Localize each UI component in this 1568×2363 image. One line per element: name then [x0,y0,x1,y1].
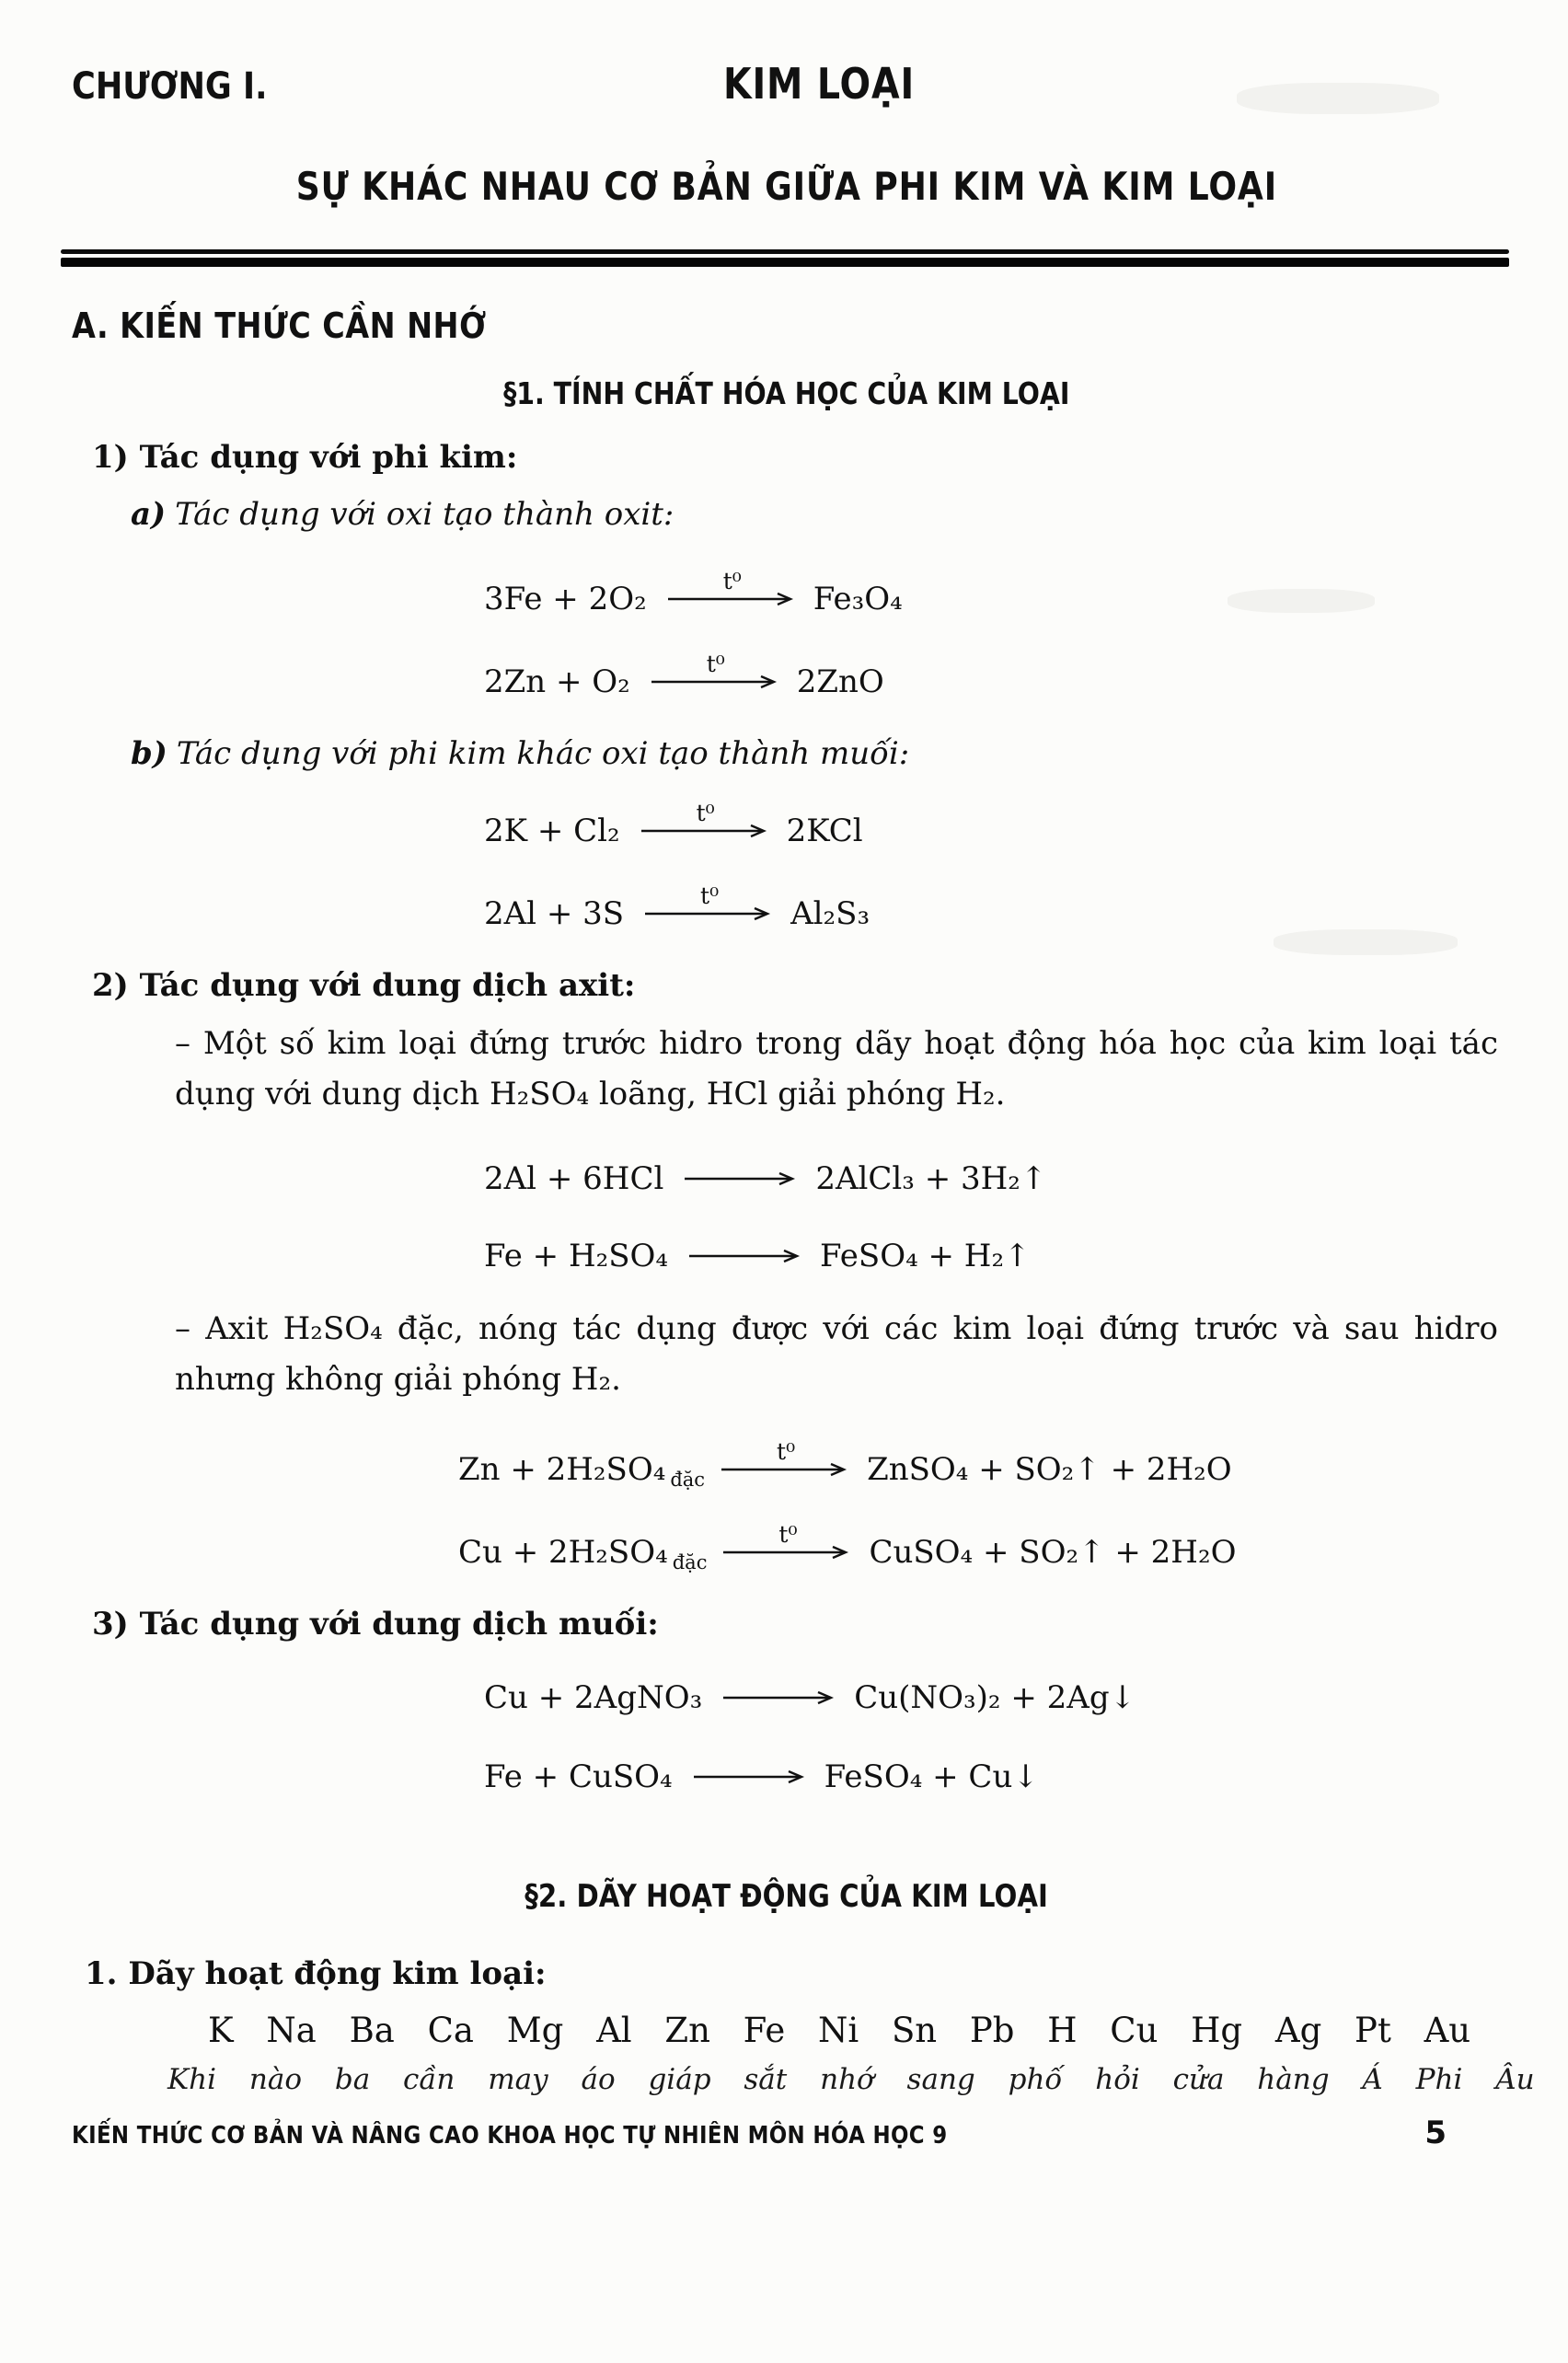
equation-condition-note: đặc [672,1551,708,1574]
equation-reactants: 2Al + 3S [484,895,625,932]
temperature-label: t⁰ [722,568,742,594]
reaction-arrow-icon [651,651,780,689]
chapter-title [375,59,1502,109]
reaction-arrow-icon [723,1521,852,1560]
reaction-arrow-icon [689,1249,803,1263]
chapter-title-text: KIM LOẠI [722,59,916,109]
chemical-equation [484,1676,1502,1720]
page-footer [72,2115,1502,2151]
section-1-title [72,375,1502,411]
temperature-label: t⁰ [700,882,720,909]
item-1a-text: Tác dụng với oxi tạo thành oxit: [175,496,674,533]
equation-reactants: 2K + Cl₂ [484,813,620,849]
equation-reactants: Cu + 2AgNO₃ [484,1679,703,1717]
temperature-label: t⁰ [778,1521,798,1549]
equation-condition-note: đặc [670,1469,706,1492]
equation-reactants: 3Fe + 2O₂ [484,581,647,617]
double-horizontal-rule [61,249,1509,267]
item-1b-marker: b) [131,735,167,772]
reaction-arrow-icon [641,800,770,838]
equation-reactants: 2Zn + O₂ [484,663,630,700]
equation-reactants: Zn + 2H₂SO₄ [458,1451,666,1489]
reaction-arrow-icon [694,1769,808,1784]
page-number: 5 [1424,2115,1447,2152]
equation-products: CuSO₄ + SO₂↑ + 2H₂O [869,1534,1237,1572]
reaction-arrow-icon [721,1438,850,1477]
activity-series-elements: K Na Ba Ca Mg Al Zn Fe Ni Sn Pb H Cu Hg Ag Pt Au [208,2011,1471,2051]
footer-book-title [72,2122,1066,2150]
reaction-arrow-icon [685,1171,799,1186]
section-1-title-text: §1. TÍNH CHẤT HÓA HỌC CỦA KIM LOẠI [503,375,1070,411]
chemical-equation [484,882,1502,936]
paragraph-acid-concentrated: – Axit H₂SO₄ đặc, nóng tác dụng được với các kim loại đứng trước và sau hidro nhưng không giải phóng H₂. [175,1310,1498,1399]
equation-reactants: 2Al + 6HCl [484,1160,664,1198]
temperature-label: t⁰ [696,800,715,826]
equation-reactants: Fe + H₂SO₄ [484,1238,669,1275]
equation-products: 2KCl [786,813,863,849]
activity-series-heading: 1. Dãy hoạt động kim loại: [85,1955,547,1993]
chemical-equation [484,1157,1502,1201]
page-subtitle [72,164,1502,209]
equation-products: ZnSO₄ + SO₂↑ + 2H₂O [867,1451,1232,1489]
item-2-heading: 2) Tác dụng với dung dịch axit: [92,967,636,1004]
equation-products: Fe₃O₄ [813,581,903,617]
chapter-label-text: CHƯƠNG I. [72,65,268,108]
equation-reactants: Cu + 2H₂SO₄ [458,1534,668,1572]
section-2-title [72,1878,1502,1915]
footer-book-title-text: KIẾN THỨC CƠ BẢN VÀ NÂNG CAO KHOA HỌC TỰ NHIÊN MÔN HÓA HỌC 9 [72,2122,948,2150]
reaction-arrow-icon [668,568,797,606]
chapter-label [72,65,375,108]
equation-products: 2AlCl₃ + 3H₂↑ [815,1160,1047,1198]
item-1b-heading [72,735,1502,772]
reaction-arrow-icon [645,882,774,921]
rule-thick-line [61,258,1509,267]
activity-series-mnemonic: Khi nào ba cần may áo giáp sắt nhớ sang phố hỏi cửa hàng Á Phi Âu [167,2063,1535,2097]
temperature-label: t⁰ [706,651,725,677]
section-a-heading-text: A. KIẾN THỨC CẦN NHỚ [72,305,487,346]
chemical-equation [484,800,1502,853]
item-1a-heading [72,496,1502,533]
chemical-equation [458,1521,1502,1574]
section-a-heading [72,305,1502,346]
item-1-heading: 1) Tác dụng với phi kim: [92,439,518,476]
equation-products: FeSO₄ + Cu↓ [824,1758,1039,1796]
equation-reactants: Fe + CuSO₄ [484,1758,673,1796]
page-subtitle-text: SỰ KHÁC NHAU CƠ BẢN GIỮA PHI KIM VÀ KIM LOẠI [295,164,1278,209]
equation-products: 2ZnO [796,663,884,700]
rule-thin-line [61,249,1509,254]
chemical-equation [484,1755,1502,1799]
section-2-title-text: §2. DÃY HOẠT ĐỘNG CỦA KIM LOẠI [525,1878,1049,1916]
item-1b-text: Tác dụng với phi kim khác oxi tạo thành muối: [176,735,910,772]
temperature-label: t⁰ [777,1438,796,1466]
chapter-header [72,59,1502,109]
item-1a-marker: a) [131,496,167,533]
equation-products: Al₂S₃ [790,895,870,932]
equation-products: Cu(NO₃)₂ + 2Ag↓ [854,1679,1136,1717]
chemical-equation [458,1438,1502,1492]
item-3-heading: 3) Tác dụng với dung dịch muối: [92,1606,659,1643]
paragraph-acid-dilute: – Một số kim loại đứng trước hidro trong dãy hoạt động hóa học của kim loại tác dụng với dung dịch H₂SO₄ loãng, HCl giải phóng H₂. [175,1025,1498,1113]
chemical-equation [484,651,1502,704]
chemical-equation [484,568,1502,621]
reaction-arrow-icon [723,1690,837,1705]
equation-products: FeSO₄ + H₂↑ [820,1238,1031,1275]
chemical-equation [484,1234,1502,1278]
